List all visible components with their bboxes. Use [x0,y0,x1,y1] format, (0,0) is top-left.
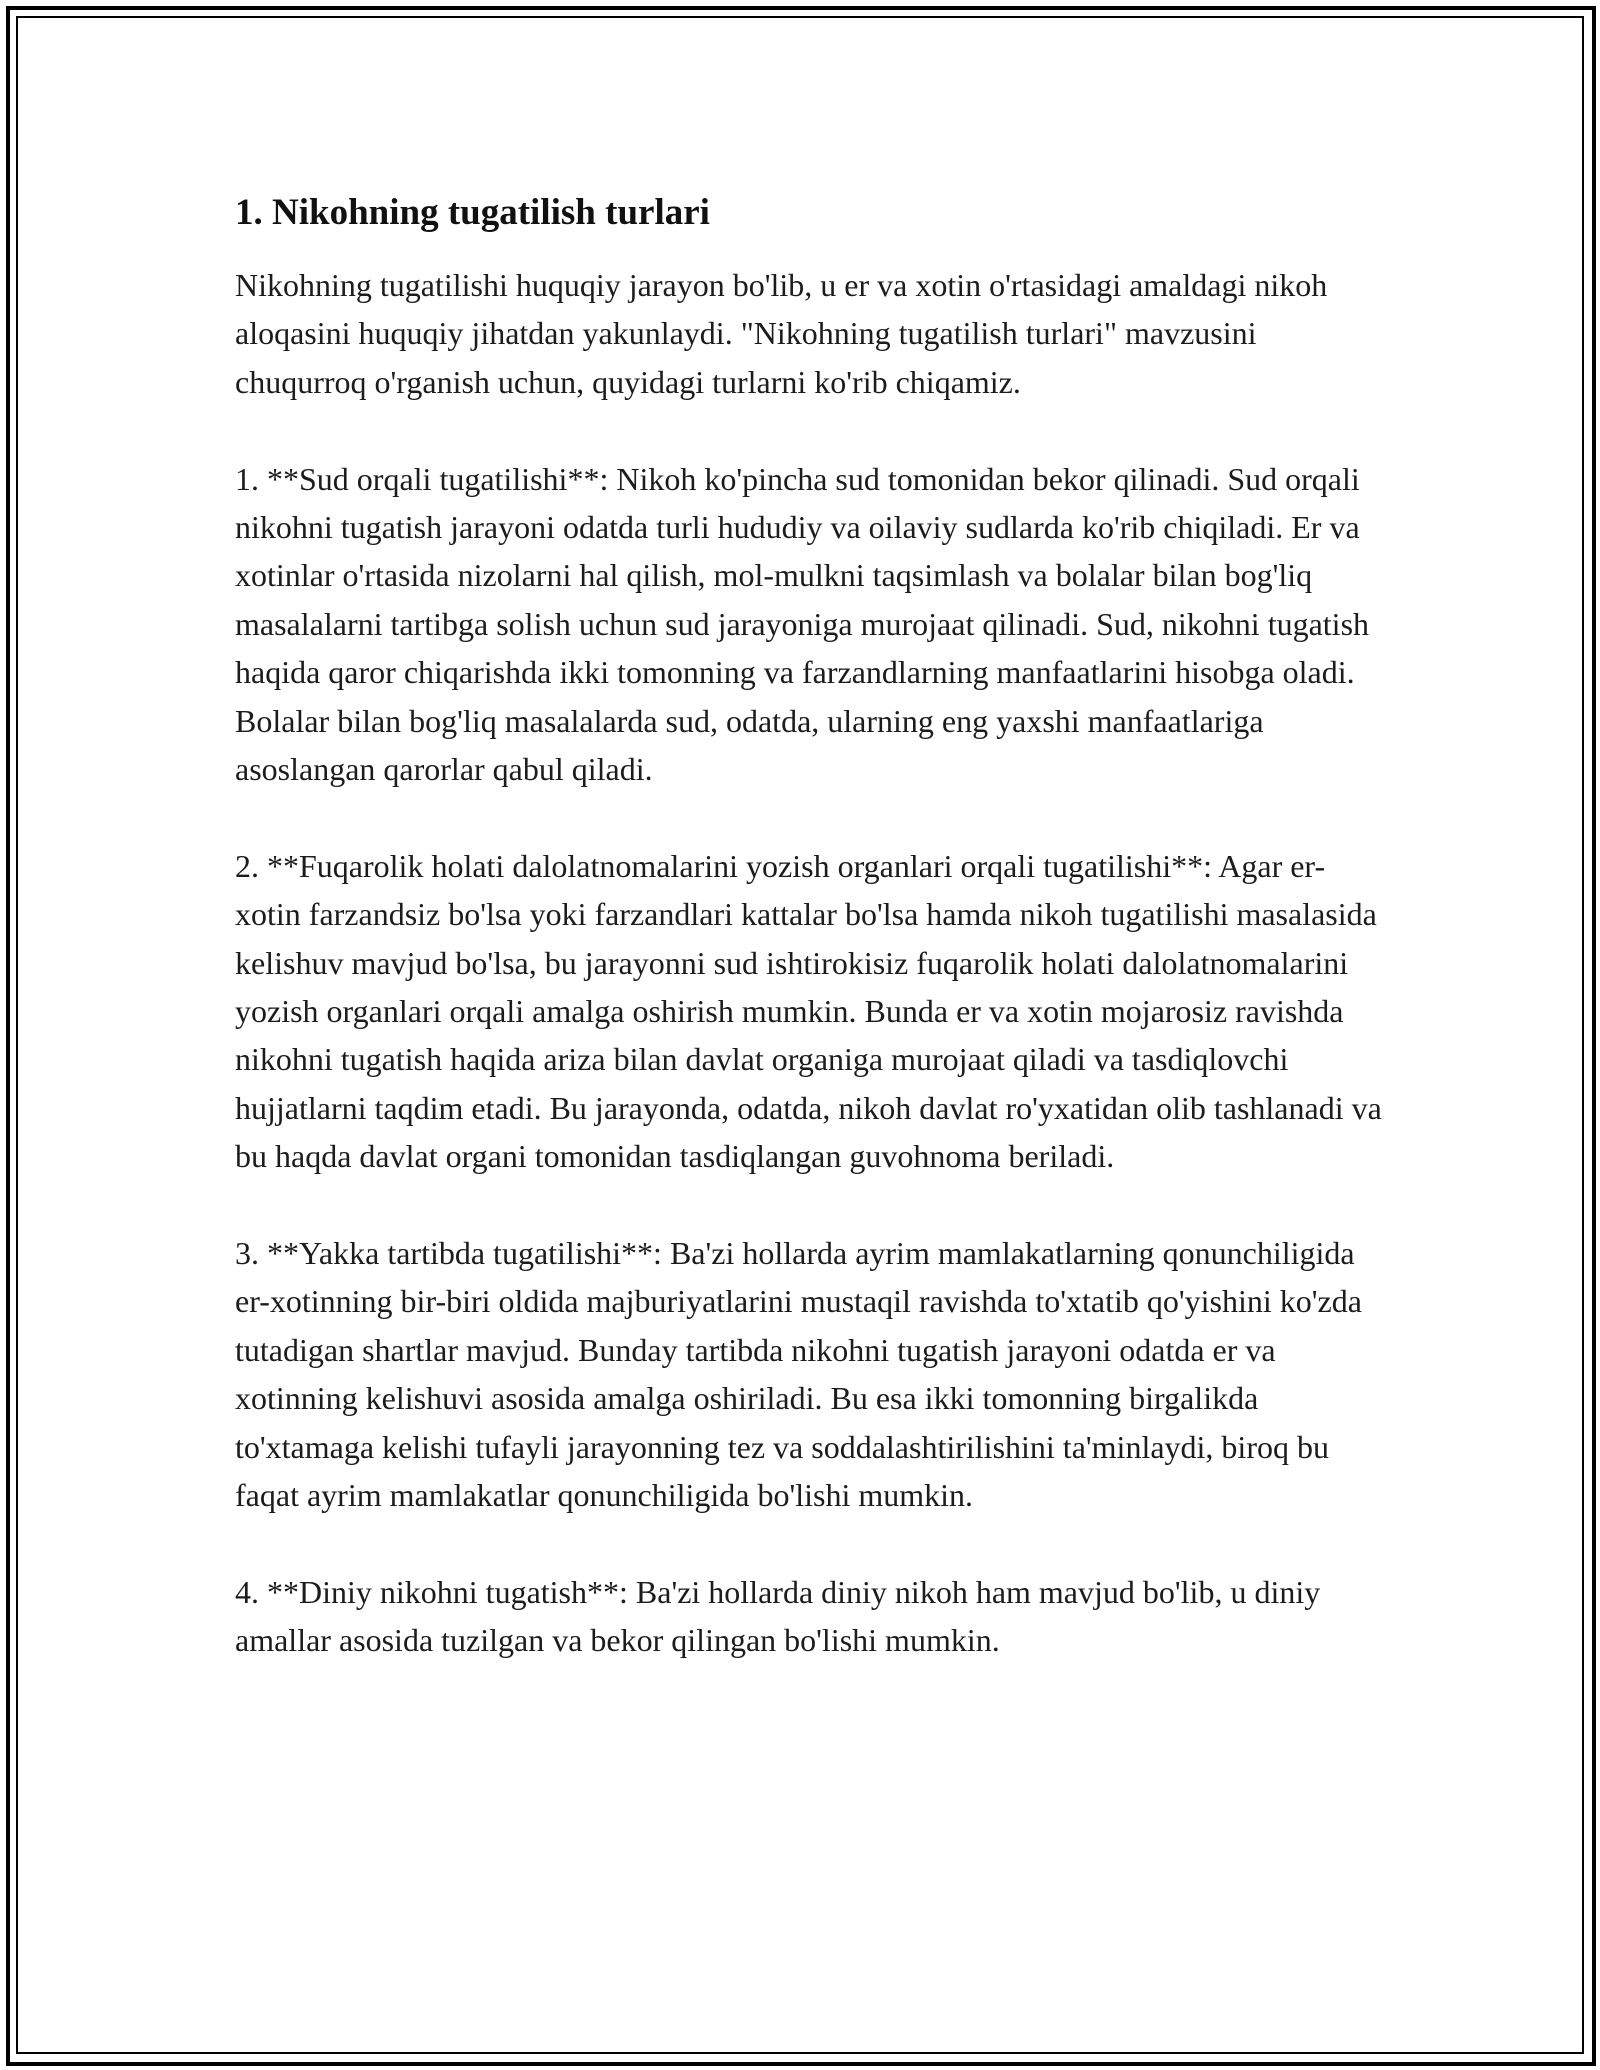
document-title: 1. Nikohning tugatilish turlari [235,192,710,233]
paragraph-religious-termination: 4. **Diniy nikohni tugatish**: Ba'zi hollarda diniy nikoh ham mavjud bo'lib, u diniy amallar asosida tuzilgan va bekor qilingan bo'lishi mumkin. [235,1573,1321,1659]
document-body [235,185,1385,1713]
paragraph-court-termination: 1. **Sud orqali tugatilishi**: Nikoh ko'pincha sud tomonidan bekor qilinadi. Sud orqali nikohni tugatish jarayoni odatda turli hududiy va oilaviy sudlarda ko'rib chiqiladi. Er va xotinlar o'rtasida nizolarni hal qilish, mol-mulkni taqsimlash va bolalar bilan bog'liq masalalarni tartibga solish uchun sud jarayoniga murojaat qilinadi. Sud, nikohni tugatish haqida qaror chiqarishda ikki tomonning va farzandlarning manfaatlarini hisobga oladi. Bolalar bilan bog'liq masalalarda sud, odatda, ularning eng yaxshi manfaatlariga asoslangan qarorlar qabul qiladi. [235,460,1370,788]
paragraph-civil-registry-termination: 2. **Fuqarolik holati dalolatnomalarini yozish organlari orqali tugatilishi**: Agar er-xotin farzandsiz bo'lsa yoki farzandlari kattalar bo'lsa hamda nikoh tugatilishi masalasida kelishuv mavjud bo'lsa, bu jarayonni sud ishtirokisiz fuqarolik holati dalolatnomalarini yozish organlari orqali amalga oshirish mumkin. Bunda er va xotin mojarosiz ravishda nikohni tugatish haqida ariza bilan davlat organiga murojaat qiladi va tasdiqlovchi hujjatlarni taqdim etadi. Bu jarayonda, odatda, nikoh davlat ro'yxatidan olib tashlanadi va bu haqda davlat organi tomonidan tasdiqlangan guvohnoma beriladi. [235,847,1382,1175]
paragraph-unilateral-termination: 3. **Yakka tartibda tugatilishi**: Ba'zi hollarda ayrim mamlakatlarning qonunchiligida er-xotinning bir-biri oldida majburiyatlarini mustaqil ravishda to'xtatib qo'yishini ko'zda tutadigan shartlar mavjud. Bunday tartibda nikohni tugatish jarayoni odatda er va xotinning kelishuvi asosida amalga oshiriladi. Bu esa ikki tomonning birgalikda to'xtamaga kelishi tufayli jarayonning tez va soddalashtirilishini ta'minlaydi, biroq bu faqat ayrim mamlakatlar qonunchiligida bo'lishi mumkin. [235,1235,1362,1514]
paragraph-intro: Nikohning tugatilishi huquqiy jarayon bo'lib, u er va xotin o'rtasidagi amaldagi nikoh aloqasini huquqiy jihatdan yakunlaydi. "Nikohning tugatilish turlari" mavzusini chuqurroq o'rganish uchun, quyidagi turlarni ko'rib chiqamiz. [235,267,1328,400]
